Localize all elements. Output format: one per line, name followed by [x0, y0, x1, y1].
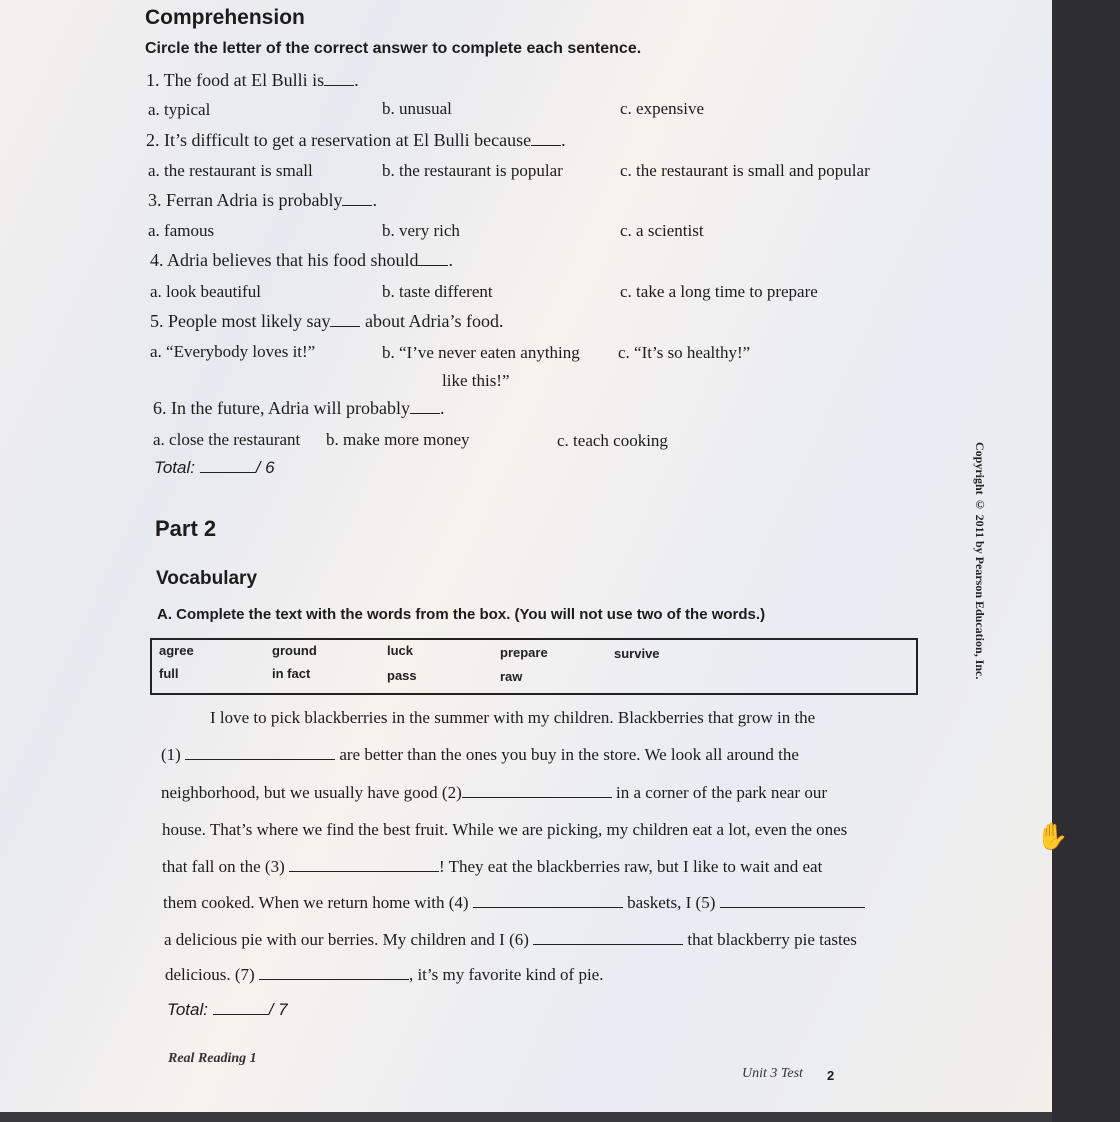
fill-blank-2[interactable] — [462, 783, 612, 798]
vocabulary-total: Total: / 7 — [167, 1000, 288, 1019]
q2-option-c[interactable]: c. the restaurant is small and popular — [620, 161, 870, 180]
answer-blank — [330, 312, 360, 327]
answer-blank — [342, 191, 372, 206]
passage-line-6: them cooked. When we return home with (4) baskets, I (5) — [163, 893, 865, 913]
comprehension-total: Total: / 6 — [154, 458, 275, 477]
fill-blank-5[interactable] — [720, 893, 865, 908]
fill-blank-7[interactable] — [259, 965, 409, 980]
q3-option-a[interactable]: a. famous — [148, 221, 215, 240]
q6-option-c[interactable]: c. teach cooking — [557, 431, 668, 450]
q1-option-b[interactable]: b. unusual — [382, 99, 452, 118]
q3-option-c[interactable]: c. a scientist — [620, 221, 704, 240]
hand-cursor-icon: ✋ — [1036, 822, 1069, 851]
q3-option-b[interactable]: b. very rich — [382, 221, 460, 240]
score-blank[interactable] — [213, 1000, 269, 1015]
q2-option-b[interactable]: b. the restaurant is popular — [382, 161, 563, 180]
q4-option-a[interactable]: a. look beautiful — [150, 282, 261, 301]
passage-line-3: neighborhood, but we usually have good (2) in a corner of the park near our — [161, 783, 827, 802]
q4-option-c[interactable]: c. take a long time to prepare — [620, 282, 818, 301]
answer-blank — [410, 399, 440, 414]
passage-line-1: I love to pick blackberries in the summer with my children. Blackberries that grow in the — [210, 708, 816, 727]
word-prepare: prepare — [500, 645, 548, 660]
question-1: 1. The food at El Bulli is . — [146, 70, 359, 90]
comprehension-instruction: Circle the letter of the correct answer to complete each sentence. — [145, 40, 642, 57]
word-in-fact: in fact — [272, 666, 311, 681]
word-pass: pass — [387, 668, 417, 683]
passage-line-7: a delicious pie with our berries. My children and I (6) that blackberry pie tastes — [164, 930, 857, 949]
fill-blank-6[interactable] — [533, 930, 683, 945]
q6-option-a[interactable]: a. close the restaurant — [153, 430, 301, 449]
fill-blank-4[interactable] — [473, 893, 623, 908]
question-3: 3. Ferran Adria is probably . — [148, 190, 377, 210]
q4-option-b[interactable]: b. taste different — [382, 282, 493, 301]
screen-bezel-right — [1052, 0, 1120, 1122]
vocabulary-instruction: A. Complete the text with the words from the box. (You will not use two of the words.) — [157, 606, 766, 623]
fill-blank-3[interactable] — [289, 857, 439, 872]
question-4: 4. Adria believes that his food should . — [150, 250, 453, 270]
footer-unit: Unit 3 Test — [742, 1066, 803, 1081]
answer-blank — [324, 71, 354, 86]
comprehension-title: Comprehension — [145, 6, 305, 29]
question-2: 2. It’s difficult to get a reservation at El Bulli because . — [146, 130, 566, 150]
vocabulary-heading: Vocabulary — [156, 568, 258, 589]
question-6: 6. In the future, Adria will probably . — [153, 398, 445, 418]
q6-option-b[interactable]: b. make more money — [326, 430, 470, 449]
part2-title: Part 2 — [155, 516, 217, 541]
footer-book-title: Real Reading 1 — [168, 1051, 257, 1066]
copyright-notice: Copyright © 2011 by Pearson Education, Inc. — [973, 442, 987, 680]
word-survive: survive — [614, 646, 660, 661]
q5-option-a[interactable]: a. “Everybody loves it!” — [150, 342, 316, 361]
page-number: 2 — [827, 1068, 835, 1083]
q2-option-a[interactable]: a. the restaurant is small — [148, 161, 313, 180]
passage-line-8: delicious. (7) , it’s my favorite kind of pie. — [165, 965, 604, 984]
word-agree: agree — [159, 643, 194, 658]
fill-blank-1[interactable] — [185, 745, 335, 760]
q1-option-c[interactable]: c. expensive — [620, 99, 705, 118]
question-5: 5. People most likely say about Adria’s food. — [150, 311, 504, 331]
word-box — [150, 638, 918, 695]
answer-blank — [531, 131, 561, 146]
q5-option-c[interactable]: c. “It’s so healthy!” — [618, 343, 751, 362]
q5-option-b-cont: like this!” — [442, 371, 510, 390]
word-luck: luck — [387, 643, 414, 658]
answer-blank — [418, 251, 448, 266]
passage-line-5: that fall on the (3) ! They eat the blackberries raw, but I like to wait and eat — [162, 857, 823, 876]
passage-line-2: (1) are better than the ones you buy in the store. We look all around the — [161, 745, 799, 764]
q1-option-a[interactable]: a. typical — [148, 100, 211, 119]
score-blank[interactable] — [200, 458, 256, 473]
q5-option-b[interactable]: b. “I’ve never eaten anything — [382, 343, 580, 362]
passage-line-4: house. That’s where we find the best fruit. While we are picking, my children eat a lot, even the ones — [162, 820, 848, 839]
word-raw: raw — [500, 669, 523, 684]
word-full: full — [159, 666, 179, 681]
word-ground: ground — [272, 643, 317, 658]
